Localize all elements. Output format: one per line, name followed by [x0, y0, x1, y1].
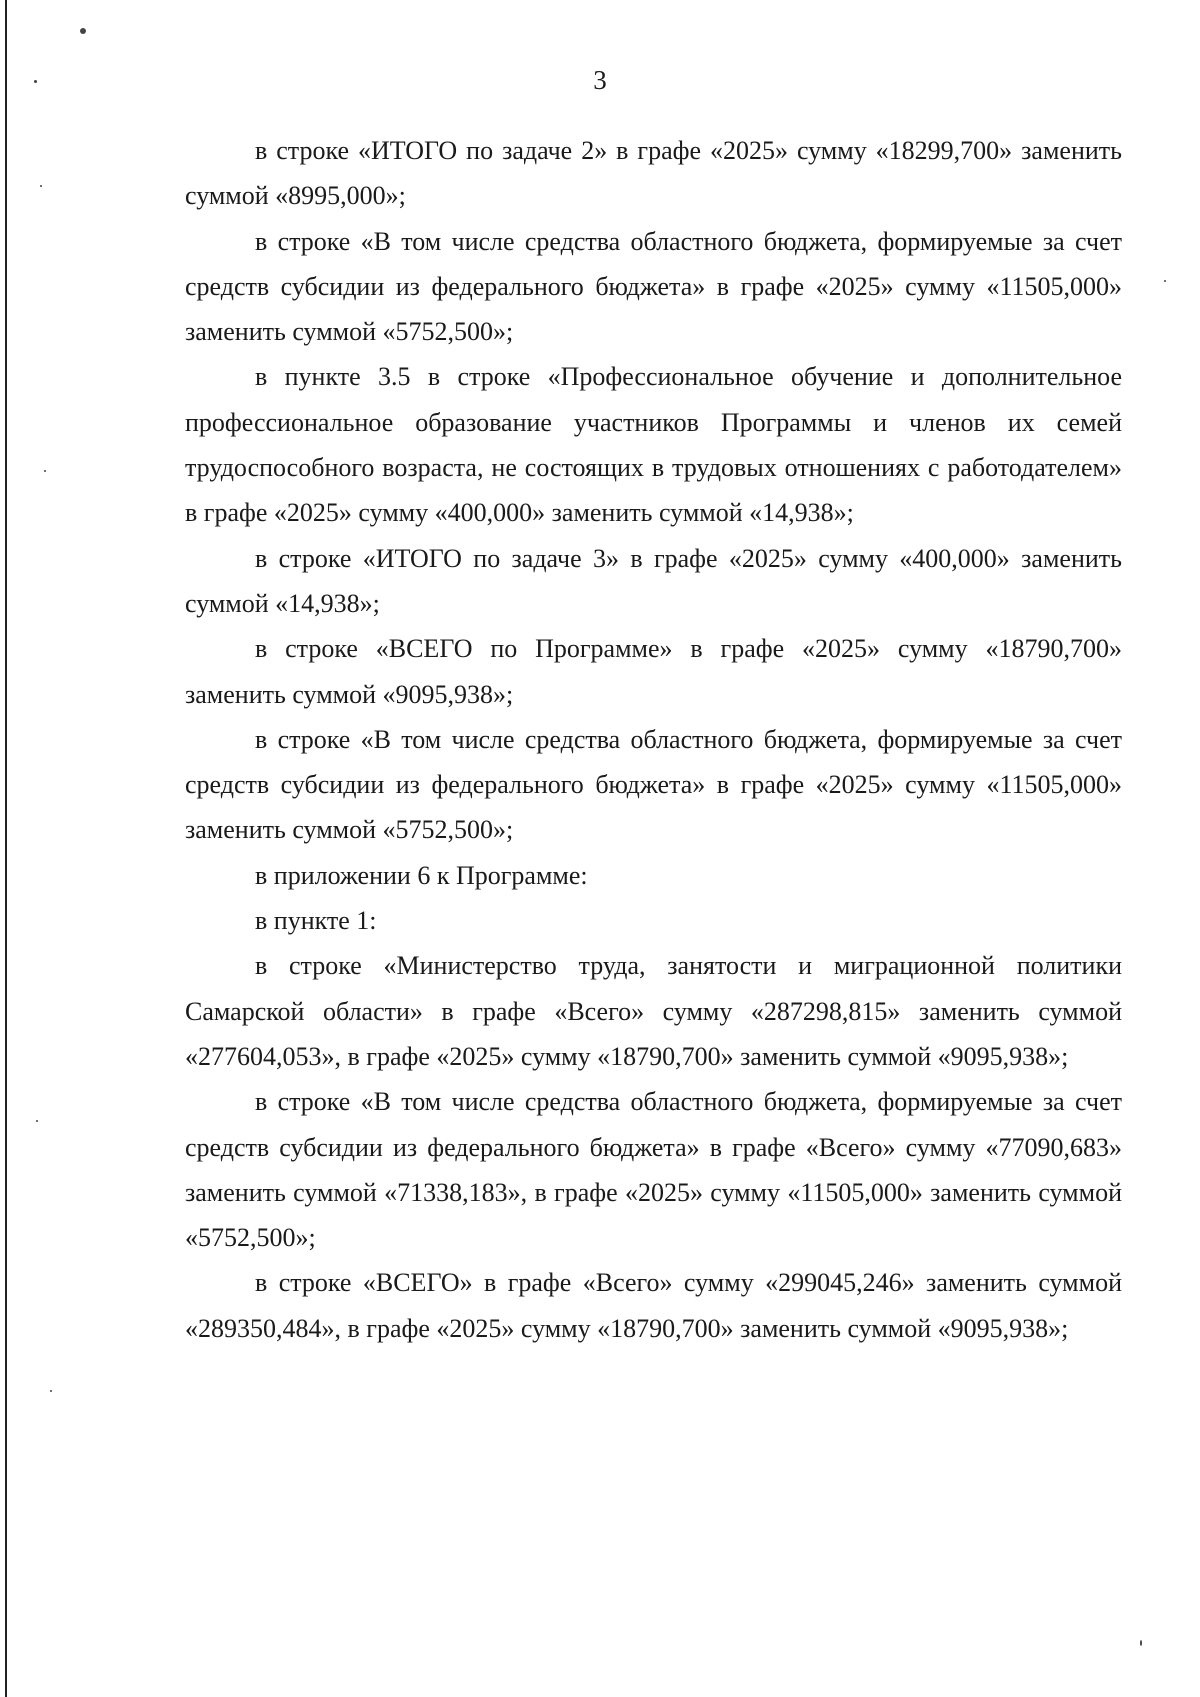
scan-speck [1164, 280, 1166, 282]
page-number: 3 [593, 65, 607, 95]
paragraph: в пункте 1: [255, 906, 377, 936]
paragraph: в строке «В том числе средства областного бюджета, формируемые за счет средств субсидии из федерального бюджета» в графе «2025» сумму «11505,000» заменить суммой «5752,500»; [185, 226, 1122, 347]
scan-speck [36, 1120, 38, 1122]
paragraph: в строке «ВСЕГО по Программе» в графе «2025» сумму «18790,700» заменить суммой «9095,938»; [185, 634, 1122, 709]
paragraph: в пункте 3.5 в строке «Профессиональное обучение и дополнительное профессиональное образование участников Программы и членов их семей трудоспособного возраста, не состоящих в трудовых отношениях с работодателем» в графе «2025» сумму «400,000» заменить суммой «14,938»; [185, 362, 1122, 528]
paragraph: в строке «В том числе средства областного бюджета, формируемые за счет средств субсидии из федерального бюджета» в графе «Всего» сумму «77090,683» заменить суммой «71338,183», в графе «2025» сумму «11505,000» заменить суммой «5752,500»; [185, 1087, 1122, 1253]
paragraph: в строке «ИТОГО по задаче 3» в графе «2025» сумму «400,000» заменить суммой «14,938»; [185, 543, 1122, 618]
scan-speck [80, 28, 86, 34]
scan-speck [40, 185, 42, 187]
scan-speck [1140, 1640, 1142, 1646]
paragraph: в строке «В том числе средства областного бюджета, формируемые за счет средств субсидии из федерального бюджета» в графе «2025» сумму «11505,000» заменить суммой «5752,500»; [185, 724, 1122, 845]
paragraph: в строке «ИТОГО по задаче 2» в графе «2025» сумму «18299,700» заменить суммой «8995,000»; [185, 136, 1122, 211]
scan-margin-line [5, 0, 7, 1697]
paragraph: в приложении 6 к Программе: [255, 860, 588, 890]
paragraph: в строке «Министерство труда, занятости и миграционной политики Самарской области» в графе «Всего» сумму «287298,815» заменить суммой «277604,053», в графе «2025» сумму «18790,700» заменить суммой «9095,938»; [185, 951, 1122, 1071]
scan-speck [50, 1390, 52, 1392]
paragraph: в строке «ВСЕГО» в графе «Всего» сумму «299045,246» заменить суммой «289350,484», в графе «2025» сумму «18790,700» заменить суммой «9095,938»; [185, 1268, 1122, 1343]
document-body [185, 128, 1122, 1351]
scan-speck [44, 470, 46, 472]
